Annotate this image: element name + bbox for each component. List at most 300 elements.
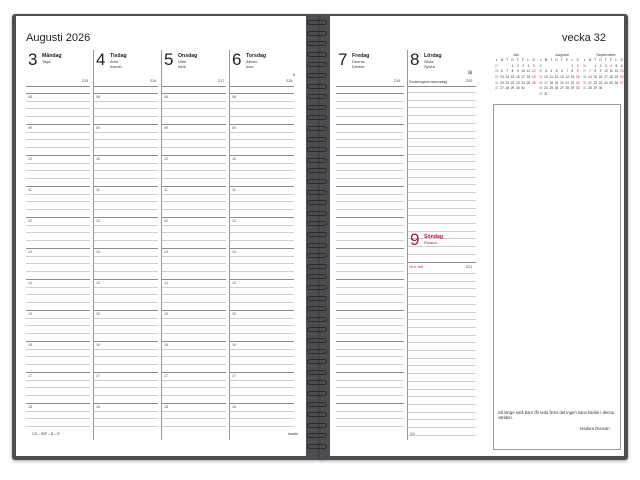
calendar-day: 25 — [609, 80, 613, 85]
writing-line — [94, 325, 158, 326]
writing-line — [408, 100, 476, 101]
writing-line — [408, 427, 476, 428]
calendar-day: 26 — [614, 80, 619, 85]
spiral-ring — [307, 412, 327, 417]
writing-line — [26, 325, 90, 326]
hour-line — [162, 310, 226, 311]
day-header-line — [230, 86, 294, 87]
writing-line — [230, 147, 294, 148]
writing-line — [26, 418, 90, 419]
day-of-year: 219 — [394, 79, 401, 83]
writing-line — [408, 373, 476, 374]
writing-line — [408, 154, 476, 155]
writing-line — [336, 139, 404, 140]
calendar-day: 21 — [588, 80, 592, 85]
quote-text: Så länge små barn får leda finns det ingen sann kärlek i denna världen. — [498, 410, 615, 421]
weekday-head: v — [495, 58, 498, 62]
writing-line — [230, 178, 294, 179]
writing-line — [408, 131, 476, 132]
hour-label: 16 — [28, 343, 32, 347]
writing-line — [336, 349, 404, 350]
calendar-day: 1 — [571, 63, 574, 68]
writing-line — [336, 287, 404, 288]
hour-label: 14 — [96, 281, 100, 285]
calendar-day: 3 — [522, 63, 525, 68]
spiral-ring — [307, 274, 327, 279]
writing-line — [336, 325, 404, 326]
writing-line — [336, 426, 404, 427]
name-day: Tage — [42, 59, 51, 64]
writing-line — [26, 116, 90, 117]
writing-line — [336, 225, 404, 226]
weekday-head: T — [506, 58, 509, 62]
hour-line — [230, 217, 294, 218]
hour-line — [336, 155, 404, 156]
writing-line — [408, 296, 476, 297]
writing-line — [26, 194, 90, 195]
writing-line — [162, 178, 226, 179]
writing-line — [162, 387, 226, 388]
writing-line — [230, 349, 294, 350]
calendar-day: 10 — [521, 69, 525, 74]
writing-line — [26, 318, 90, 319]
writing-line — [94, 271, 158, 272]
day-name: Måndag — [42, 53, 62, 59]
calendar-day: 19 — [531, 75, 536, 80]
hour-line — [230, 124, 294, 125]
calendar-day: 33 — [538, 75, 543, 80]
calendar-day: 8 — [594, 69, 597, 74]
calendar-day: 5 — [615, 63, 618, 68]
week-title: vecka 32 — [562, 32, 607, 44]
writing-line — [408, 312, 476, 313]
writing-line — [94, 170, 158, 171]
hour-line — [162, 279, 226, 280]
hour-line — [26, 279, 90, 280]
writing-line — [94, 287, 158, 288]
calendar-day: 16 — [598, 75, 603, 80]
writing-line — [336, 240, 404, 241]
day-note: Drottningens namnsdag — [409, 80, 448, 84]
writing-line — [408, 404, 476, 405]
writing-line — [408, 342, 476, 343]
spiral-ring — [307, 41, 327, 46]
calendar-day: 16 — [516, 75, 520, 80]
hour-line — [94, 217, 158, 218]
hour-label: 09 — [28, 126, 32, 130]
writing-line — [230, 364, 294, 365]
month-year-title: Augusti 2026 — [26, 32, 91, 44]
calendar-day: 13 — [500, 75, 504, 80]
hour-line — [336, 217, 404, 218]
writing-line — [26, 411, 90, 412]
writing-line — [26, 101, 90, 102]
hour-line — [94, 186, 158, 187]
writing-line — [408, 365, 476, 366]
moon-icon: ◑ — [292, 72, 296, 78]
calendar-day: 39 — [582, 80, 587, 85]
weekday-head: L — [615, 58, 618, 62]
calendar-day: 27 — [619, 80, 624, 85]
writing-line — [336, 364, 404, 365]
writing-line — [230, 294, 294, 295]
writing-line — [230, 426, 294, 427]
writing-line — [230, 101, 294, 102]
calendar-day: 5 — [555, 69, 558, 74]
day-number: 9 — [410, 230, 420, 249]
day-of-year: 221 — [466, 265, 473, 269]
hour-line — [162, 341, 226, 342]
writing-line — [162, 139, 226, 140]
writing-line — [408, 192, 476, 193]
cal-month-augusti: Augusti — [555, 52, 569, 57]
calendar-day: 20 — [500, 80, 504, 85]
writing-line — [26, 349, 90, 350]
writing-line — [230, 411, 294, 412]
day-number: 7 — [338, 50, 348, 69]
hour-line — [94, 310, 158, 311]
writing-line — [94, 194, 158, 195]
spiral-ring — [307, 285, 327, 290]
hour-line — [230, 310, 294, 311]
hour-line — [336, 248, 404, 249]
writing-line — [408, 200, 476, 201]
calendar-day: 36 — [582, 63, 587, 68]
day-of-year: 220 — [466, 79, 473, 83]
calendar-day: 30 — [494, 80, 499, 85]
calendar-day: 10 — [604, 69, 608, 74]
hour-line — [94, 341, 158, 342]
spiral-ring — [307, 115, 327, 120]
weekday-head: F — [566, 58, 569, 62]
writing-line — [408, 273, 476, 274]
writing-line — [230, 139, 294, 140]
day-number: 8 — [410, 50, 420, 69]
hour-label: 11 — [28, 188, 32, 192]
hour-label: 12 — [28, 219, 32, 223]
calendar-day: 22 — [570, 80, 575, 85]
day-of-year: 216 — [150, 79, 157, 83]
spiral-ring — [307, 105, 327, 110]
weekday-head: M — [500, 58, 504, 62]
spiral-ring — [307, 62, 327, 67]
calendar-day: 11 — [609, 69, 613, 74]
hour-label: 17 — [232, 374, 236, 378]
hour-line — [162, 124, 226, 125]
weekday-head: O — [599, 58, 602, 62]
calendar-day: 31 — [494, 86, 499, 91]
day-header-line — [408, 86, 476, 87]
calendar-day: 27 — [500, 86, 504, 91]
hour-label: 15 — [28, 312, 32, 316]
calendar-day: 7 — [506, 69, 509, 74]
writing-line — [408, 327, 476, 328]
calendar-day: 28 — [588, 86, 592, 91]
calendar-day: 23 — [575, 80, 580, 85]
writing-line — [94, 349, 158, 350]
writing-line — [162, 287, 226, 288]
calendar-day: 15 — [510, 75, 515, 80]
writing-line — [94, 209, 158, 210]
writing-line — [94, 426, 158, 427]
calendar-day: 4 — [610, 63, 613, 68]
hour-line — [230, 186, 294, 187]
writing-line — [26, 139, 90, 140]
hour-line — [162, 372, 226, 373]
writing-line — [162, 147, 226, 148]
writing-line — [336, 333, 404, 334]
hour-label: 17 — [28, 374, 32, 378]
spiral-ring — [307, 359, 327, 364]
hour-line — [336, 310, 404, 311]
hour-label: 11 — [96, 188, 100, 192]
day-name: Torsdag — [246, 53, 267, 59]
calendar-day: 20 — [560, 80, 564, 85]
writing-line — [336, 356, 404, 357]
writing-line — [162, 426, 226, 427]
hour-line — [94, 403, 158, 404]
calendar-day: 7 — [566, 69, 569, 74]
hour-line — [26, 217, 90, 218]
hour-label: 16 — [164, 343, 168, 347]
writing-line — [162, 325, 226, 326]
writing-line — [94, 139, 158, 140]
writing-line — [26, 333, 90, 334]
calendar-day: 18 — [526, 75, 531, 80]
writing-line — [230, 302, 294, 303]
writing-line — [230, 325, 294, 326]
hour-label: 08 — [96, 95, 100, 99]
writing-line — [26, 201, 90, 202]
writing-line — [26, 209, 90, 210]
writing-line — [94, 232, 158, 233]
writing-line — [408, 161, 476, 162]
hour-label: 10 — [232, 157, 236, 161]
hour-line — [162, 217, 226, 218]
spiral-ring — [307, 20, 327, 25]
day-name: Fredag — [352, 53, 370, 59]
writing-line — [336, 132, 404, 133]
calendar-day: 2 — [576, 63, 579, 68]
writing-line — [408, 223, 476, 224]
name-day: Ulrik Alrik — [178, 59, 186, 69]
writing-line — [94, 333, 158, 334]
writing-line — [336, 271, 404, 272]
calendar-day: 22 — [593, 80, 598, 85]
calendar-juli — [494, 58, 536, 92]
writing-line — [336, 418, 404, 419]
hour-line — [26, 248, 90, 249]
hour-label: 14 — [164, 281, 168, 285]
calendar-day: 6 — [620, 63, 623, 68]
calendar-day: 3 — [545, 69, 547, 74]
hour-label: 17 — [96, 374, 100, 378]
weekday-head: L — [527, 58, 530, 62]
cal-month-juli: Juli — [512, 52, 519, 57]
writing-line — [408, 288, 476, 289]
hour-label: 09 — [96, 126, 100, 130]
day-header-line — [94, 86, 158, 87]
hour-label: 10 — [164, 157, 168, 161]
name-day: Silvia Sylvia — [424, 59, 435, 69]
calendar-day: 28 — [494, 69, 499, 74]
calendar-day: 17 — [604, 75, 608, 80]
calendar-day: 9 — [599, 69, 602, 74]
name-day: Alfons Inez — [246, 59, 258, 69]
writing-line — [408, 254, 476, 255]
writing-line — [230, 201, 294, 202]
hour-label: 16 — [96, 343, 100, 347]
calendar-day: 10 — [544, 75, 548, 80]
writing-line — [94, 418, 158, 419]
calendar-day: 8 — [571, 69, 574, 74]
writing-line — [162, 349, 226, 350]
writing-line — [26, 170, 90, 171]
calendar-day: 28 — [565, 86, 569, 91]
calendar-day: 31 — [544, 92, 548, 97]
spiral-ring — [307, 380, 327, 385]
writing-line — [26, 271, 90, 272]
weekday-head: v — [583, 58, 586, 62]
writing-line — [162, 170, 226, 171]
calendar-day: 12 — [554, 75, 559, 80]
hour-line — [26, 310, 90, 311]
writing-line — [230, 395, 294, 396]
calendar-day: 29 — [570, 86, 575, 91]
writing-line — [336, 201, 404, 202]
writing-line — [94, 225, 158, 226]
calendar-week-row — [538, 92, 580, 98]
weekday-head: S — [620, 58, 623, 62]
footer-mark: Isaida — [288, 432, 298, 436]
writing-line — [230, 163, 294, 164]
spiral-ring — [307, 84, 327, 89]
writing-line — [230, 132, 294, 133]
writing-line — [162, 333, 226, 334]
writing-line — [336, 387, 404, 388]
writing-line — [408, 319, 476, 320]
day-header-line — [26, 86, 90, 87]
day-number: 6 — [232, 50, 242, 69]
writing-line — [408, 435, 476, 436]
writing-line — [94, 356, 158, 357]
hour-line — [94, 93, 158, 94]
writing-line — [408, 281, 476, 282]
hour-line — [162, 403, 226, 404]
writing-line — [94, 256, 158, 257]
spiral-ring — [307, 402, 327, 407]
hour-line — [26, 403, 90, 404]
writing-line — [162, 101, 226, 102]
weekday-head: O — [555, 58, 558, 62]
weekday-head: M — [588, 58, 592, 62]
calendar-week-row — [494, 86, 536, 92]
day-note: 10 e. tref. — [409, 265, 425, 269]
calendar-day: 6 — [560, 69, 563, 74]
spiral-ring — [307, 264, 327, 269]
calendar-day: 9 — [516, 69, 519, 74]
hour-line — [336, 124, 404, 125]
weekday-head: T — [594, 58, 597, 62]
weekday-head: T — [550, 58, 553, 62]
hour-label: 09 — [232, 126, 236, 130]
writing-line — [408, 396, 476, 397]
day-number: 3 — [28, 50, 38, 69]
notes-area[interactable] — [493, 104, 621, 450]
writing-line — [230, 116, 294, 117]
calendar-day: 5 — [532, 63, 535, 68]
writing-line — [162, 132, 226, 133]
writing-line — [94, 263, 158, 264]
calendar-day: 34 — [538, 80, 543, 85]
spiral-ring — [307, 253, 327, 258]
hour-line — [94, 372, 158, 373]
hour-line — [230, 403, 294, 404]
writing-line — [162, 364, 226, 365]
calendar-day: 19 — [554, 80, 559, 85]
spiral-ring — [307, 306, 327, 311]
day-name: Söndag — [424, 234, 444, 240]
writing-line — [336, 147, 404, 148]
writing-line — [408, 215, 476, 216]
spiral-ring — [307, 423, 327, 428]
writing-line — [230, 256, 294, 257]
writing-line — [162, 201, 226, 202]
writing-line — [162, 116, 226, 117]
hour-line — [336, 93, 404, 94]
calendar-day: 7 — [589, 69, 591, 74]
calendar-day: 36 — [538, 92, 543, 97]
calendar-day: 3 — [604, 63, 607, 68]
left-page — [16, 16, 306, 456]
hour-line — [336, 186, 404, 187]
writing-line — [230, 232, 294, 233]
writing-line — [26, 225, 90, 226]
writing-line — [230, 108, 294, 109]
hour-line — [26, 372, 90, 373]
day-of-year: 218 — [286, 79, 293, 83]
hour-label: 10 — [28, 157, 32, 161]
spiral-ring — [307, 200, 327, 205]
calendar-day: 9 — [576, 69, 579, 74]
writing-line — [336, 395, 404, 396]
writing-line — [162, 302, 226, 303]
calendar-day: 30 — [575, 86, 580, 91]
writing-line — [94, 395, 158, 396]
calendar-day: 29 — [593, 86, 598, 91]
writing-line — [162, 294, 226, 295]
calendar-day: 25 — [549, 86, 554, 91]
writing-line — [336, 108, 404, 109]
hour-label: 16 — [232, 343, 236, 347]
calendar-day: 27 — [560, 86, 564, 91]
writing-line — [26, 163, 90, 164]
calendar-day: 38 — [582, 75, 587, 80]
hour-line — [336, 341, 404, 342]
calendar-day: 15 — [570, 75, 575, 80]
writing-line — [162, 194, 226, 195]
spiral-ring — [307, 433, 327, 438]
writing-line — [230, 209, 294, 210]
writing-line — [408, 419, 476, 420]
day-of-year: 215 — [82, 79, 89, 83]
spiral-ring — [307, 211, 327, 216]
writing-line — [162, 232, 226, 233]
calendar-day: 2 — [516, 63, 519, 68]
calendar-day: 40 — [582, 86, 587, 91]
calendar-day: 37 — [582, 69, 587, 74]
hour-line — [26, 155, 90, 156]
